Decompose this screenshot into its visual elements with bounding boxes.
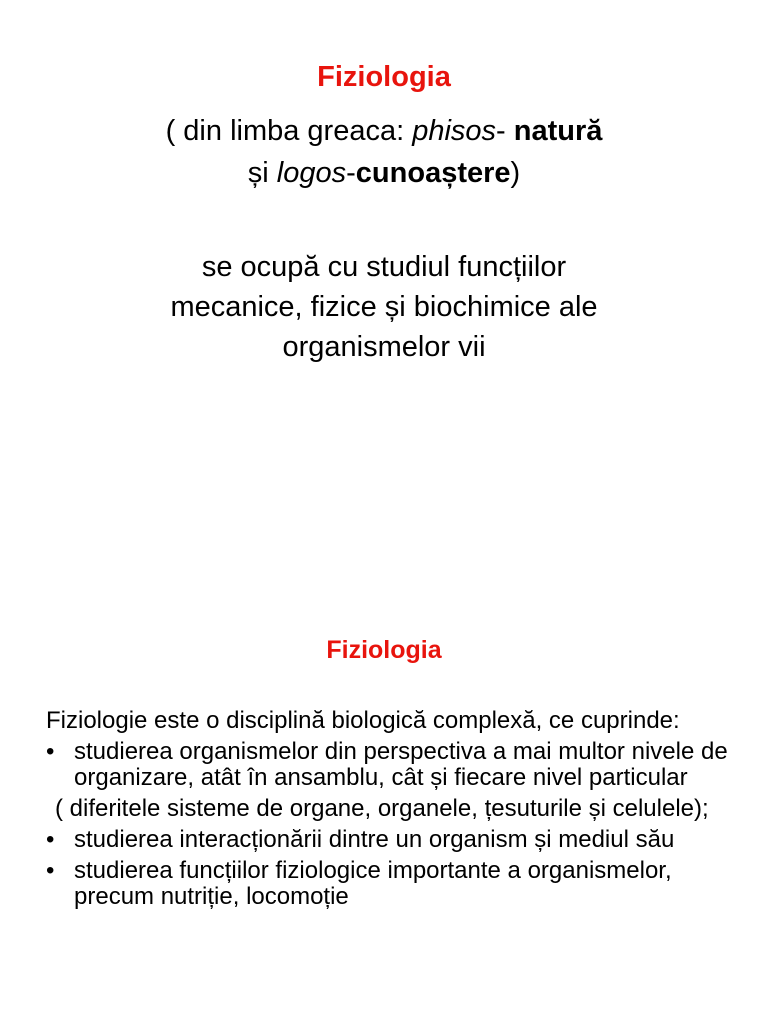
slide-2-content [46,708,736,915]
etymology-meaning-cunoastere: cunoaștere [355,157,511,189]
list-item [46,827,736,853]
etymology-term-logos: logos [276,157,347,189]
etymology-line-1 [0,110,768,152]
etymology-line-2 [0,152,768,194]
etymology-close: ) [510,157,521,189]
etymology-dash-1: - [496,115,514,147]
intro-paragraph: Fiziologie este o disciplină biologică complexă, ce cuprinde: [46,707,680,734]
etymology-dash-2: - [346,157,356,189]
list-item [46,858,736,910]
definition [0,247,768,367]
bullet-icon: • [46,826,55,853]
list-item-text: studierea funcțiilor fiziologice importante a organismelor, precum nutriție, locomoție [74,857,672,910]
etymology-open: ( din limba greaca: [165,115,413,147]
list-item-text: studierea organismelor din perspectiva a mai multor nivele de organizare, atât în ansamblu, cât și fiecare nivel particular [74,738,728,791]
definition-line: se ocupă cu studiul funcțiilor [201,251,567,283]
bullet-icon: • [46,857,55,884]
etymology-and: și [247,157,277,189]
bullet-icon: • [46,738,55,765]
etymology-meaning-natura: natură [513,115,603,147]
slide-1-title: Fiziologia [317,61,451,93]
etymology-term-phisos: phisos [412,115,497,147]
slide-2 [0,600,768,1024]
definition-line: organismelor vii [282,331,486,363]
list-item-text: studierea interacționării dintre un organism și mediul său [74,826,675,853]
list-item-note: ( diferitele sisteme de organe, organele, țesuturile și celulele); [55,795,709,822]
definition-line: mecanice, fizice și biochimice ale [170,291,598,323]
etymology [0,110,768,194]
slide-2-title: Fiziologia [326,636,442,664]
list-item [46,739,736,791]
